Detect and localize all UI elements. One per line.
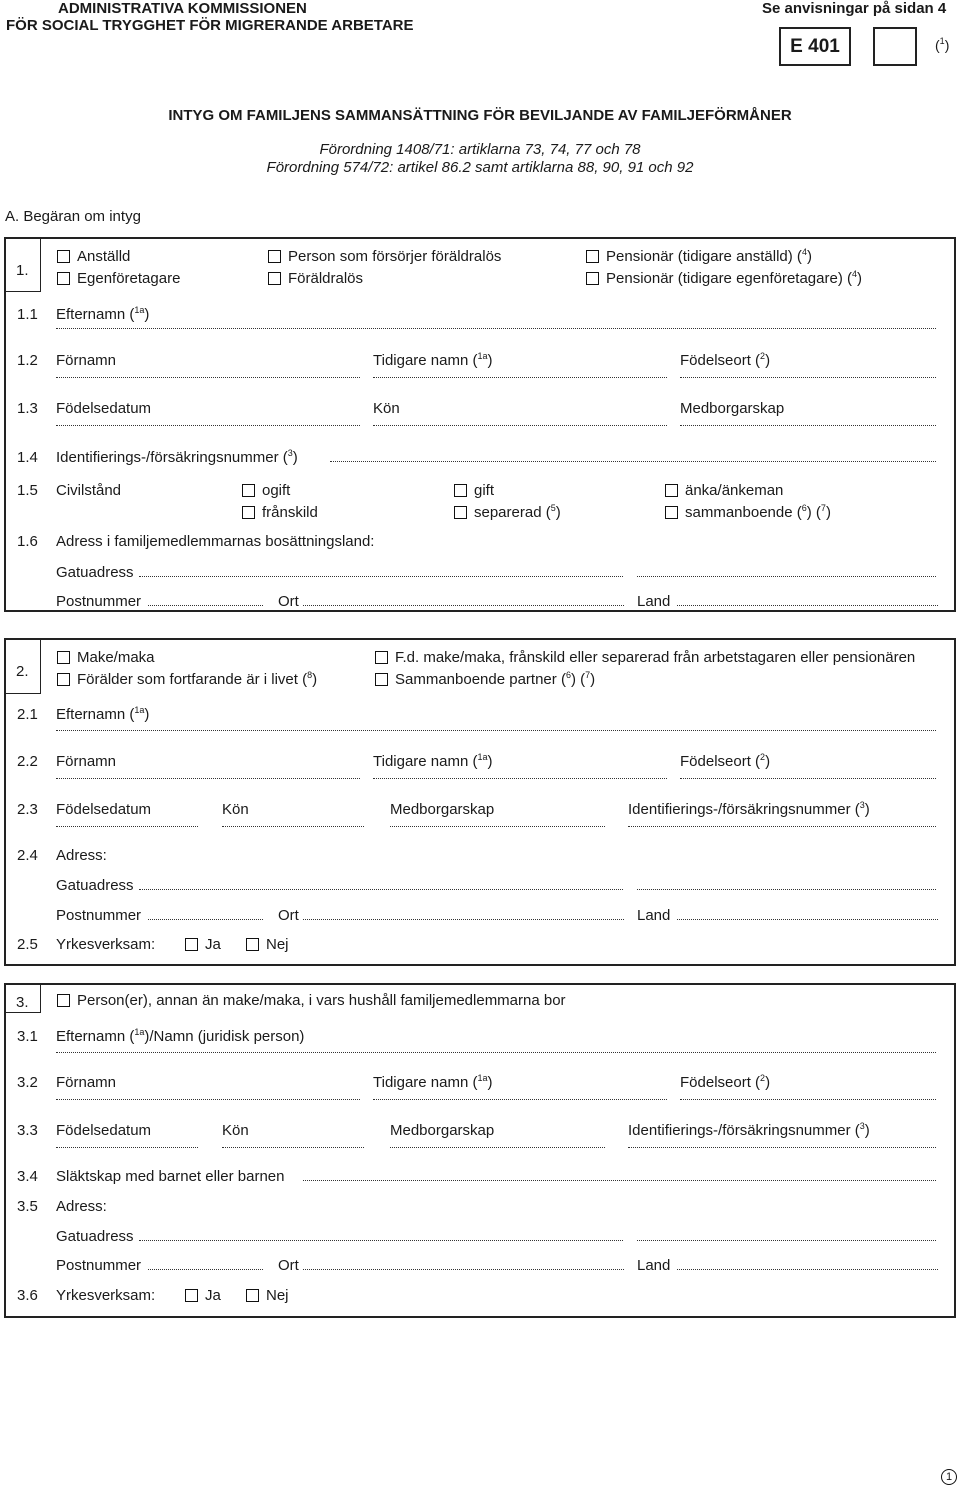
household-previous-name-label: Tidigare namn ($^{1a}$) xyxy=(373,1073,493,1091)
orphan-supporter-checkbox[interactable] xyxy=(268,250,281,263)
household-postcode-label: Postnummer xyxy=(56,1257,142,1274)
widowed-checkbox[interactable] xyxy=(665,484,678,497)
regulation-line-2: Förordning 574/72: artikel 86.2 samt artiklarna 88, 90, 91 och 92 xyxy=(266,159,694,176)
page-number: 1 xyxy=(941,1469,957,1485)
self-employed-checkbox[interactable] xyxy=(57,272,70,285)
spouse-occupation-yes-checkbox[interactable] xyxy=(185,938,198,951)
previous-name-field[interactable] xyxy=(373,377,667,378)
household-sex-field[interactable] xyxy=(222,1147,364,1148)
field-number-2-5: 2.5 xyxy=(17,936,38,953)
divorced-label: frånskild xyxy=(262,504,318,521)
city-field[interactable] xyxy=(303,605,624,606)
field-number-3-1: 3.1 xyxy=(17,1028,38,1045)
household-nationality-field[interactable] xyxy=(390,1147,605,1148)
spouse-occupation-no-label: Nej xyxy=(266,936,289,953)
household-occupation-yes-checkbox[interactable] xyxy=(185,1289,198,1302)
spouse-birthplace-label: Födelseort ($^2$) xyxy=(680,752,771,770)
household-birthdate-field[interactable] xyxy=(56,1147,198,1148)
spouse-previous-name-field[interactable] xyxy=(373,778,667,779)
employed-label: Anställd xyxy=(77,248,131,265)
employed-checkbox[interactable] xyxy=(57,250,70,263)
married-checkbox[interactable] xyxy=(454,484,467,497)
section-2-number: 2. xyxy=(16,663,29,680)
spouse-country-field[interactable] xyxy=(677,919,938,920)
birthdate-field[interactable] xyxy=(56,425,360,426)
postcode-field[interactable] xyxy=(148,605,263,606)
cohabiting-partner-checkbox[interactable] xyxy=(375,673,388,686)
spouse-street-field-2[interactable] xyxy=(637,889,936,890)
spouse-occupation-yes-label: Ja xyxy=(205,936,221,953)
birthplace-field[interactable] xyxy=(680,377,936,378)
form-code-extra-box[interactable] xyxy=(873,27,917,66)
cohabiting-checkbox[interactable] xyxy=(665,506,678,519)
unmarried-label: ogift xyxy=(262,482,291,499)
household-country-label: Land xyxy=(637,1257,671,1274)
field-number-1-6: 1.6 xyxy=(17,533,38,550)
civil-status-label: Civilstånd xyxy=(56,482,122,499)
household-birthplace-label: Födelseort ($^2$) xyxy=(680,1073,771,1091)
spouse-address-label: Adress: xyxy=(56,847,107,864)
other-household-checkbox[interactable] xyxy=(57,994,70,1007)
firstname-label: Förnamn xyxy=(56,352,117,369)
widowed-label: änka/änkeman xyxy=(685,482,784,499)
city-label: Ort xyxy=(278,593,299,610)
field-number-2-4: 2.4 xyxy=(17,847,38,864)
field-number-1-3: 1.3 xyxy=(17,400,38,417)
pensioner-employed-checkbox[interactable] xyxy=(586,250,599,263)
field-number-1-1: 1.1 xyxy=(17,306,38,323)
spouse-nationality-field[interactable] xyxy=(390,826,605,827)
spouse-country-label: Land xyxy=(637,907,671,924)
org-line-1: ADMINISTRATIVA KOMMISSIONEN xyxy=(58,0,307,17)
former-spouse-checkbox[interactable] xyxy=(375,651,388,664)
household-surname-field[interactable] xyxy=(56,1052,936,1053)
section-1-number: 1. xyxy=(16,262,29,279)
nationality-label: Medborgarskap xyxy=(680,400,785,417)
spouse-firstname-label: Förnamn xyxy=(56,753,117,770)
household-nationality-label: Medborgarskap xyxy=(390,1122,495,1139)
household-surname-label: Efternamn ($^{1a}$)/Namn (juridisk person) xyxy=(56,1027,305,1045)
id-number-field[interactable] xyxy=(330,461,936,462)
postcode-label: Postnummer xyxy=(56,593,142,610)
household-occupation-label: Yrkesverksam: xyxy=(56,1287,156,1304)
unmarried-checkbox[interactable] xyxy=(242,484,255,497)
separated-label: separerad ($^5$) xyxy=(474,503,561,521)
spouse-birthplace-field[interactable] xyxy=(680,778,936,779)
country-label: Land xyxy=(637,593,671,610)
birthdate-label: Födelsedatum xyxy=(56,400,152,417)
surname-field[interactable] xyxy=(56,328,936,329)
spouse-street-label: Gatuadress xyxy=(56,877,134,894)
spouse-occupation-no-checkbox[interactable] xyxy=(246,938,259,951)
pensioner-self-employed-checkbox[interactable] xyxy=(586,272,599,285)
instructions-note: Se anvisningar på sidan 4 xyxy=(762,0,947,17)
spouse-nationality-label: Medborgarskap xyxy=(390,801,495,818)
section-a-heading: A. Begäran om intyg xyxy=(5,208,141,225)
field-number-2-2: 2.2 xyxy=(17,753,38,770)
address-heading: Adress i familjemedlemmarnas bosättningsland: xyxy=(56,533,375,550)
field-number-3-3: 3.3 xyxy=(17,1122,38,1139)
field-number-1-4: 1.4 xyxy=(17,449,38,466)
household-previous-name-field[interactable] xyxy=(373,1099,667,1100)
household-id-number-label: Identifierings-/försäkringsnummer ($^3$) xyxy=(628,1121,870,1139)
household-occupation-no-label: Nej xyxy=(266,1287,289,1304)
household-country-field[interactable] xyxy=(677,1269,938,1270)
field-number-3-2: 3.2 xyxy=(17,1074,38,1091)
nationality-field[interactable] xyxy=(680,425,936,426)
cohabiting-partner-label: Sammanboende partner ($^6$) ($^7$) xyxy=(395,670,596,688)
household-street-field-2[interactable] xyxy=(637,1240,936,1241)
spouse-postcode-label: Postnummer xyxy=(56,907,142,924)
household-occupation-yes-label: Ja xyxy=(205,1287,221,1304)
household-city-label: Ort xyxy=(278,1257,299,1274)
spouse-firstname-field[interactable] xyxy=(56,778,360,779)
orphan-checkbox[interactable] xyxy=(268,272,281,285)
spouse-postcode-field[interactable] xyxy=(148,919,263,920)
spouse-birthdate-label: Födelsedatum xyxy=(56,801,152,818)
pensioner-employed-label: Pensionär (tidigare anställd) ($^4$) xyxy=(606,247,812,265)
household-city-field[interactable] xyxy=(303,1269,624,1270)
previous-name-label: Tidigare namn ($^{1a}$) xyxy=(373,351,493,369)
cohabiting-label: sammanboende ($^6$) ($^7$) xyxy=(685,503,831,521)
field-number-3-6: 3.6 xyxy=(17,1287,38,1304)
spouse-label: Make/maka xyxy=(77,649,155,666)
spouse-surname-field[interactable] xyxy=(56,730,936,731)
household-address-label: Adress: xyxy=(56,1198,107,1215)
spouse-id-number-field[interactable] xyxy=(628,826,936,827)
spouse-sex-label: Kön xyxy=(222,801,249,818)
household-postcode-field[interactable] xyxy=(148,1269,263,1270)
household-street-field[interactable] xyxy=(139,1240,623,1241)
field-number-3-5: 3.5 xyxy=(17,1198,38,1215)
orphan-label: Föräldralös xyxy=(288,270,364,287)
spouse-birthdate-field[interactable] xyxy=(56,826,198,827)
divorced-checkbox[interactable] xyxy=(242,506,255,519)
household-birthdate-label: Födelsedatum xyxy=(56,1122,152,1139)
spouse-id-number-label: Identifierings-/försäkringsnummer ($^3$) xyxy=(628,800,870,818)
street-field-2[interactable] xyxy=(637,576,936,577)
household-sex-label: Kön xyxy=(222,1122,249,1139)
surname-label: Efternamn ($^{1a}$) xyxy=(56,305,150,323)
field-number-1-2: 1.2 xyxy=(17,352,38,369)
kinship-label: Släktskap med barnet eller barnen xyxy=(56,1168,285,1185)
sex-label: Kön xyxy=(373,400,400,417)
separated-checkbox[interactable] xyxy=(454,506,467,519)
spouse-sex-field[interactable] xyxy=(222,826,364,827)
married-label: gift xyxy=(474,482,495,499)
id-number-label: Identifierings-/försäkringsnummer ($^3$) xyxy=(56,448,298,466)
spouse-city-field[interactable] xyxy=(303,919,624,920)
street-field[interactable] xyxy=(139,576,623,577)
household-birthplace-field[interactable] xyxy=(680,1099,936,1100)
section-3-number: 3. xyxy=(16,994,29,1011)
orphan-supporter-label: Person som försörjer föräldralös xyxy=(288,248,502,265)
form-note-reference: ($^1$) xyxy=(935,36,950,53)
street-label: Gatuadress xyxy=(56,564,134,581)
field-number-2-1: 2.1 xyxy=(17,706,38,723)
org-line-2: FÖR SOCIAL TRYGGHET FÖR MIGRERANDE ARBETARE xyxy=(6,17,414,34)
firstname-field[interactable] xyxy=(56,377,360,378)
spouse-previous-name-label: Tidigare namn ($^{1a}$) xyxy=(373,752,493,770)
kinship-field[interactable] xyxy=(303,1180,936,1181)
household-street-label: Gatuadress xyxy=(56,1228,134,1245)
spouse-checkbox[interactable] xyxy=(57,651,70,664)
spouse-city-label: Ort xyxy=(278,907,299,924)
household-id-number-field[interactable] xyxy=(628,1147,936,1148)
surviving-parent-checkbox[interactable] xyxy=(57,673,70,686)
country-field[interactable] xyxy=(677,605,938,606)
field-number-3-4: 3.4 xyxy=(17,1168,38,1185)
form-code: E 401 xyxy=(779,27,851,66)
sex-field[interactable] xyxy=(373,425,667,426)
self-employed-label: Egenföretagare xyxy=(77,270,181,287)
field-number-2-3: 2.3 xyxy=(17,801,38,818)
former-spouse-label: F.d. make/maka, frånskild eller separerad från arbetstagaren eller pensionären xyxy=(395,649,916,666)
other-household-label: Person(er), annan än make/maka, i vars hushåll familjemedlemmarna bor xyxy=(77,992,566,1009)
household-firstname-label: Förnamn xyxy=(56,1074,117,1091)
form-title: INTYG OM FAMILJENS SAMMANSÄTTNING FÖR BEVILJANDE AV FAMILJEFÖRMÅNER xyxy=(168,107,792,124)
spouse-occupation-label: Yrkesverksam: xyxy=(56,936,156,953)
birthplace-label: Födelseort ($^2$) xyxy=(680,351,771,369)
field-number-1-5: 1.5 xyxy=(17,482,38,499)
household-firstname-field[interactable] xyxy=(56,1099,360,1100)
household-occupation-no-checkbox[interactable] xyxy=(246,1289,259,1302)
pensioner-self-employed-label: Pensionär (tidigare egenföretagare) ($^4$) xyxy=(606,269,862,287)
regulation-line-1: Förordning 1408/71: artiklarna 73, 74, 77 och 78 xyxy=(319,141,641,158)
spouse-street-field[interactable] xyxy=(139,889,623,890)
surviving-parent-label: Förälder som fortfarande är i livet ($^8$) xyxy=(77,670,318,688)
spouse-surname-label: Efternamn ($^{1a}$) xyxy=(56,705,150,723)
